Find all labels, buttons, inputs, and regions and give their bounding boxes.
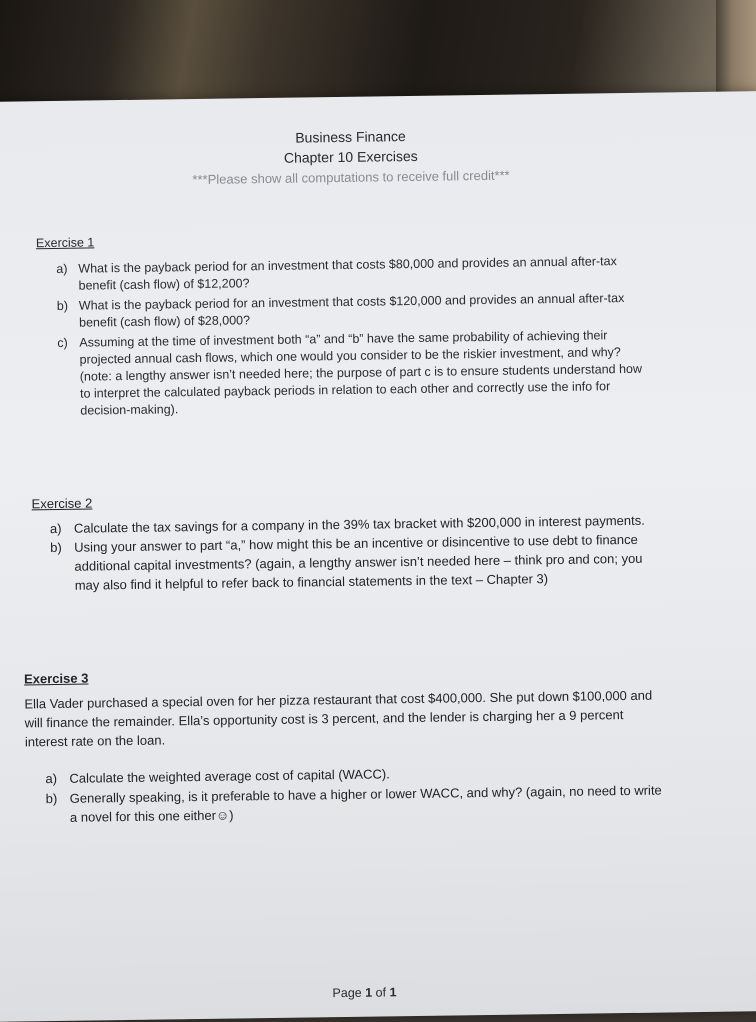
instructions-note: ***Please show all computations to receive full credit*** (192, 167, 510, 188)
exercise-3-heading: Exercise 3 (23, 670, 89, 687)
exercise-3-a-line: Calculate the weighted average cost of capital (WACC). (69, 766, 390, 786)
exercise-2-a-marker: a) (49, 520, 62, 537)
exercise-2-b-marker: b) (50, 539, 62, 556)
exercise-1-a-marker: a) (56, 261, 68, 276)
exercise-1-a-line: benefit (cash flow) of $12,200? (78, 276, 250, 293)
page-current: 1 (365, 985, 373, 1000)
exercise-1-b-line: benefit (cash flow) of $28,000? (78, 313, 251, 330)
exercise-1-a-line: What is the payback period for an investment that costs $80,000 and provides an annual after-tax (78, 254, 617, 276)
exercise-2-a-line: Calculate the tax savings for a company in the 39% tax bracket with $200,000 in interest payments. (73, 512, 645, 536)
page-of: of (375, 985, 387, 1000)
exercise-2-heading: Exercise 2 (31, 495, 93, 512)
exercise-3-intro-line: will finance the remainder. Ella’s opportunity cost is 3 percent, and the lender is charging her a 9 percent (24, 707, 624, 731)
document-title: Business Finance (295, 128, 406, 146)
exercise-2-b-line: additional capital investments? (again, a lengthy answer isn’t needed here – think pro and con; you (74, 550, 643, 574)
page-prefix: Page (332, 985, 362, 1001)
document-page (0, 91, 756, 1022)
exercise-2-b-line: Using your answer to part “a,” how might this be an incentive or disincentive to use debt to finance (74, 531, 638, 555)
exercise-2-b-line: may also find it helpful to refer back to financial statements in the text – Chapter 3) (74, 571, 549, 593)
exercise-1-c-line: projected annual cash flows, which one would you consider to be the riskier investment, and why? (79, 345, 621, 367)
exercise-1-b-marker: b) (56, 298, 69, 313)
exercise-1-c-line: (note: a lengthy answer isn’t needed here; the purpose of part c is to ensure students understand how (79, 361, 643, 384)
exercise-3-b-marker: b) (45, 790, 58, 807)
exercise-1-c-line: to interpret the calculated payback periods in relation to each other and correctly use the info for (79, 379, 611, 401)
exercise-3-intro-line: interest rate on the loan. (24, 732, 166, 750)
exercise-1-c-line: Assuming at the time of investment both “a” and “b” have the same probability of achieving their (79, 328, 608, 350)
exercise-1-heading: Exercise 1 (35, 235, 95, 251)
exercise-3-b-line: a novel for this one either☺) (69, 807, 234, 825)
exercise-3-a-marker: a) (45, 770, 58, 787)
exercise-1-b-line: What is the payback period for an investment that costs $120,000 and provides an annual after-tax (78, 291, 625, 313)
page-total: 1 (389, 985, 397, 1000)
exercise-3-b-line: Generally speaking, is it preferable to have a higher or lower WACC, and why? (again, no need to write (69, 782, 662, 806)
exercise-1-c-line: decision-making). (80, 402, 179, 418)
exercise-1-c-marker: c) (57, 335, 68, 350)
page-number (332, 984, 396, 1001)
chapter-title: Chapter 10 Exercises (283, 147, 418, 166)
exercise-3-intro-line: Ella Vader purchased a special oven for her pizza restaurant that cost $400,000. She put down $100,000 and (24, 687, 653, 712)
